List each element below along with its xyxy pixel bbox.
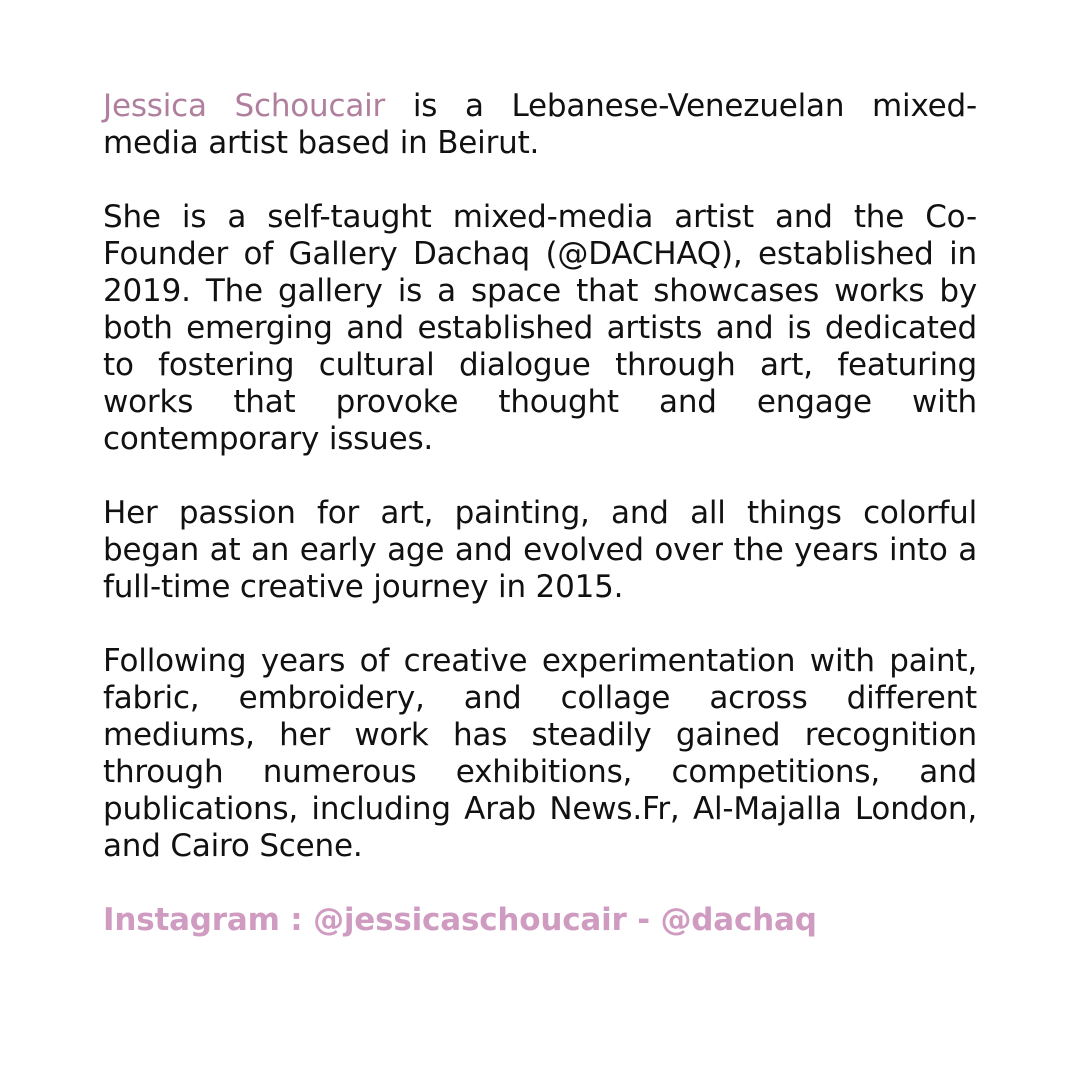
artist-name: Jessica Schoucair — [103, 88, 386, 124]
bio-paragraph-intro — [103, 88, 977, 162]
instagram-handle-personal[interactable]: @jessicaschoucair — [313, 902, 627, 938]
instagram-label: Instagram : — [103, 902, 314, 938]
bio-paragraph-recognition: Following years of creative experimentation with paint, fabric, embroidery, and collage across different mediums, her work has steadily gained recognition through numerous exhibitions, competitions, and publications, including Arab News.Fr, Al-Majalla London, and Cairo Scene. — [103, 643, 977, 864]
bio-paragraph-gallery: She is a self-taught mixed-media artist and the Co-Founder of Gallery Dachaq (@DACHAQ), established in 2019. The gallery is a space that showcases works by both emerging and established artists and is dedicated to fostering cultural dialogue through art, featuring works that provoke thought and engage with contemporary issues. — [103, 199, 977, 457]
bio-intro-text: is a Lebanese-Venezuelan mixed-media artist based in Beirut. — [103, 88, 977, 161]
instagram-handle-gallery[interactable]: @dachaq — [660, 902, 817, 938]
artist-bio — [103, 88, 977, 976]
bio-paragraph-passion: Her passion for art, painting, and all things colorful began at an early age and evolved over the years into a full-time creative journey in 2015. — [103, 495, 977, 605]
instagram-line — [103, 902, 977, 939]
instagram-separator: - — [626, 902, 661, 938]
